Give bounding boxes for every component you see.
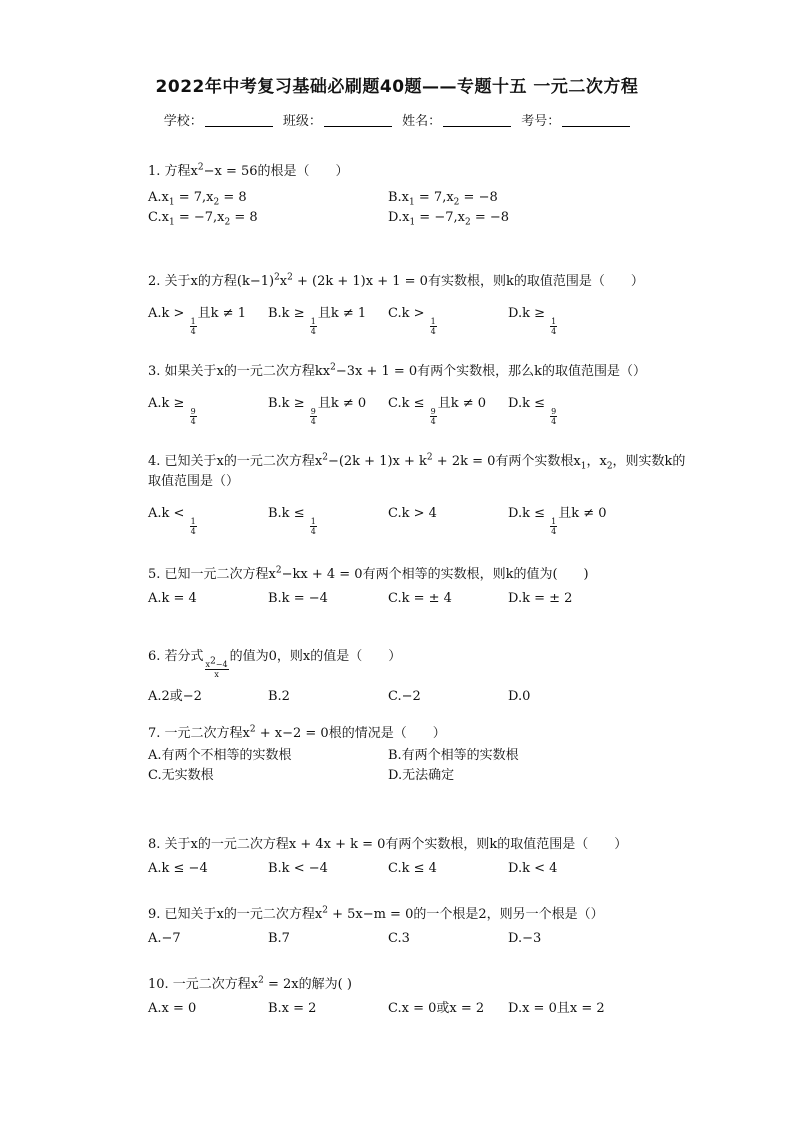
info-school: 学校： bbox=[164, 110, 273, 129]
info-exam-number: 考号： bbox=[521, 110, 630, 129]
option-a[interactable]: A.−7 bbox=[148, 931, 181, 946]
option-b[interactable]: B.有两个相等的实数根 bbox=[388, 748, 519, 763]
info-name: 姓名： bbox=[402, 110, 511, 129]
option-list bbox=[148, 687, 688, 707]
question-4 bbox=[148, 452, 688, 536]
option-b[interactable]: B.k ≥ $\frac{9}{4}$ 且k ≠ 0 bbox=[268, 396, 367, 426]
option-c[interactable]: C.x = 0或x = 2 bbox=[388, 1001, 485, 1016]
question-stem: 2. 关于x的方程$(k-1)^2x^2 + (2k + 1)x + 1 = 0$有实数根，则k的取值范围是（ ） bbox=[148, 272, 644, 289]
option-b[interactable]: B.7 bbox=[268, 931, 290, 946]
option-list bbox=[148, 394, 688, 426]
option-a[interactable]: A.k = 4 bbox=[148, 591, 197, 606]
question-stem: 8. 关于x的一元二次方程x + 4x + k = 0有两个实数根，则k的取值范围是（ ） bbox=[148, 837, 628, 852]
page-title: 2022年中考复习基础必刷题40题——专题十五 一元二次方程 bbox=[155, 77, 639, 97]
option-b[interactable]: B.2 bbox=[268, 689, 290, 704]
question-stem: 1. 方程$x^2-x = 56$的根是（ ） bbox=[148, 162, 349, 179]
option-b[interactable]: B.k < −4 bbox=[268, 861, 328, 876]
question-5 bbox=[148, 565, 688, 609]
option-d[interactable]: D.0 bbox=[508, 689, 531, 704]
option-d[interactable]: D.k ≤ $\frac{9}{4}$ bbox=[508, 396, 557, 426]
question-3 bbox=[148, 362, 688, 426]
question-stem: 4. 已知关于x的一元二次方程$x^2-(2k + 1)x + k^2 + 2k = 0$有两个实数根$x_1$，$x_2$，则实数k的取值范围是（） bbox=[148, 452, 686, 489]
option-d[interactable]: D.−3 bbox=[508, 931, 542, 946]
option-c[interactable]: C.k ≤ 4 bbox=[388, 861, 437, 876]
question-10 bbox=[148, 975, 688, 1019]
option-a[interactable]: A.k ≥ $\frac{9}{4}$ bbox=[148, 396, 196, 426]
option-a[interactable]: A.k ≤ −4 bbox=[148, 861, 208, 876]
option-c[interactable]: C.−2 bbox=[388, 689, 421, 704]
option-c[interactable]: $C.x_1 = -7,x_2 = 8$ bbox=[148, 210, 258, 228]
option-b[interactable]: B.k = −4 bbox=[268, 591, 328, 606]
option-c[interactable]: C.k ≤ $\frac{9}{4}$ 且k ≠ 0 bbox=[388, 396, 487, 426]
question-stem: 7. 一元二次方程$x^2 + x-2 = 0$根的情况是（ ） bbox=[148, 724, 446, 741]
option-a[interactable]: $A.x_1 = 7,x_2 = 8$ bbox=[148, 190, 247, 208]
option-d[interactable]: D.x = 0且x = 2 bbox=[508, 1001, 605, 1016]
option-b[interactable]: B.k ≤ $\frac{1}{4}$ bbox=[268, 506, 316, 536]
option-list bbox=[148, 188, 688, 228]
option-list bbox=[148, 859, 688, 879]
option-d[interactable]: D.k ≥ $\frac{1}{4}$ bbox=[508, 306, 557, 336]
option-c[interactable]: C.k = ± 4 bbox=[388, 591, 452, 606]
option-a[interactable]: A.2或−2 bbox=[148, 689, 202, 704]
name-blank[interactable] bbox=[443, 114, 511, 127]
option-c[interactable]: C.k > 4 bbox=[388, 506, 437, 521]
question-stem: 6. 若分式 $\frac{x^2-4}{x}$ 的值为0，则x的值是（ ） bbox=[148, 649, 402, 679]
option-d[interactable]: D.无法确定 bbox=[388, 768, 455, 783]
option-c[interactable]: C.k > $\frac{1}{4}$ bbox=[388, 306, 436, 336]
option-b[interactable]: $B.x_1 = 7,x_2 = -8$ bbox=[388, 190, 498, 208]
question-8 bbox=[148, 835, 688, 879]
option-d[interactable]: $D.x_1 = -7,x_2 = -8$ bbox=[388, 210, 510, 228]
option-a[interactable]: A.k < $\frac{1}{4}$ bbox=[148, 506, 196, 536]
option-c[interactable]: C.无实数根 bbox=[148, 768, 214, 783]
option-list bbox=[148, 504, 688, 536]
question-9 bbox=[148, 905, 688, 949]
option-a[interactable]: A.k > $\frac{1}{4}$ 且k ≠ 1 bbox=[148, 306, 246, 336]
class-blank[interactable] bbox=[324, 114, 392, 127]
question-stem: 10. 一元二次方程$x^2 = 2x$的解为( ) bbox=[148, 975, 352, 992]
option-list bbox=[148, 589, 688, 609]
question-6 bbox=[148, 647, 688, 707]
option-b[interactable]: B.x = 2 bbox=[268, 1001, 317, 1016]
info-class: 班级： bbox=[283, 110, 392, 129]
question-7 bbox=[148, 724, 688, 786]
question-stem: 3. 如果关于x的一元二次方程$kx^2-3x + 1 = 0$有两个实数根，那么k的取值范围是（） bbox=[148, 362, 647, 379]
question-2 bbox=[148, 272, 688, 336]
option-d[interactable]: D.k = ± 2 bbox=[508, 591, 573, 606]
question-stem: 5. 已知一元二次方程$x^2-kx + 4 = 0$有两个相等的实数根，则k的值为( ) bbox=[148, 565, 589, 582]
option-list bbox=[148, 746, 688, 786]
exam-number-blank[interactable] bbox=[562, 114, 630, 127]
option-b[interactable]: B.k ≥ $\frac{1}{4}$ 且k ≠ 1 bbox=[268, 306, 367, 336]
option-d[interactable]: D.k < 4 bbox=[508, 861, 558, 876]
question-1 bbox=[148, 162, 688, 228]
school-blank[interactable] bbox=[205, 114, 273, 127]
option-list bbox=[148, 999, 688, 1019]
option-list bbox=[148, 929, 688, 949]
option-c[interactable]: C.3 bbox=[388, 931, 410, 946]
question-stem: 9. 已知关于x的一元二次方程$x^2 + 5x-m = 0$的一个根是2，则另一个根是（） bbox=[148, 905, 604, 922]
option-a[interactable]: A.x = 0 bbox=[148, 1001, 197, 1016]
option-list bbox=[148, 304, 688, 336]
student-info-line bbox=[0, 110, 794, 129]
option-d[interactable]: D.k ≤ $\frac{1}{4}$ 且k ≠ 0 bbox=[508, 506, 607, 536]
option-a[interactable]: A.有两个不相等的实数根 bbox=[148, 748, 292, 763]
